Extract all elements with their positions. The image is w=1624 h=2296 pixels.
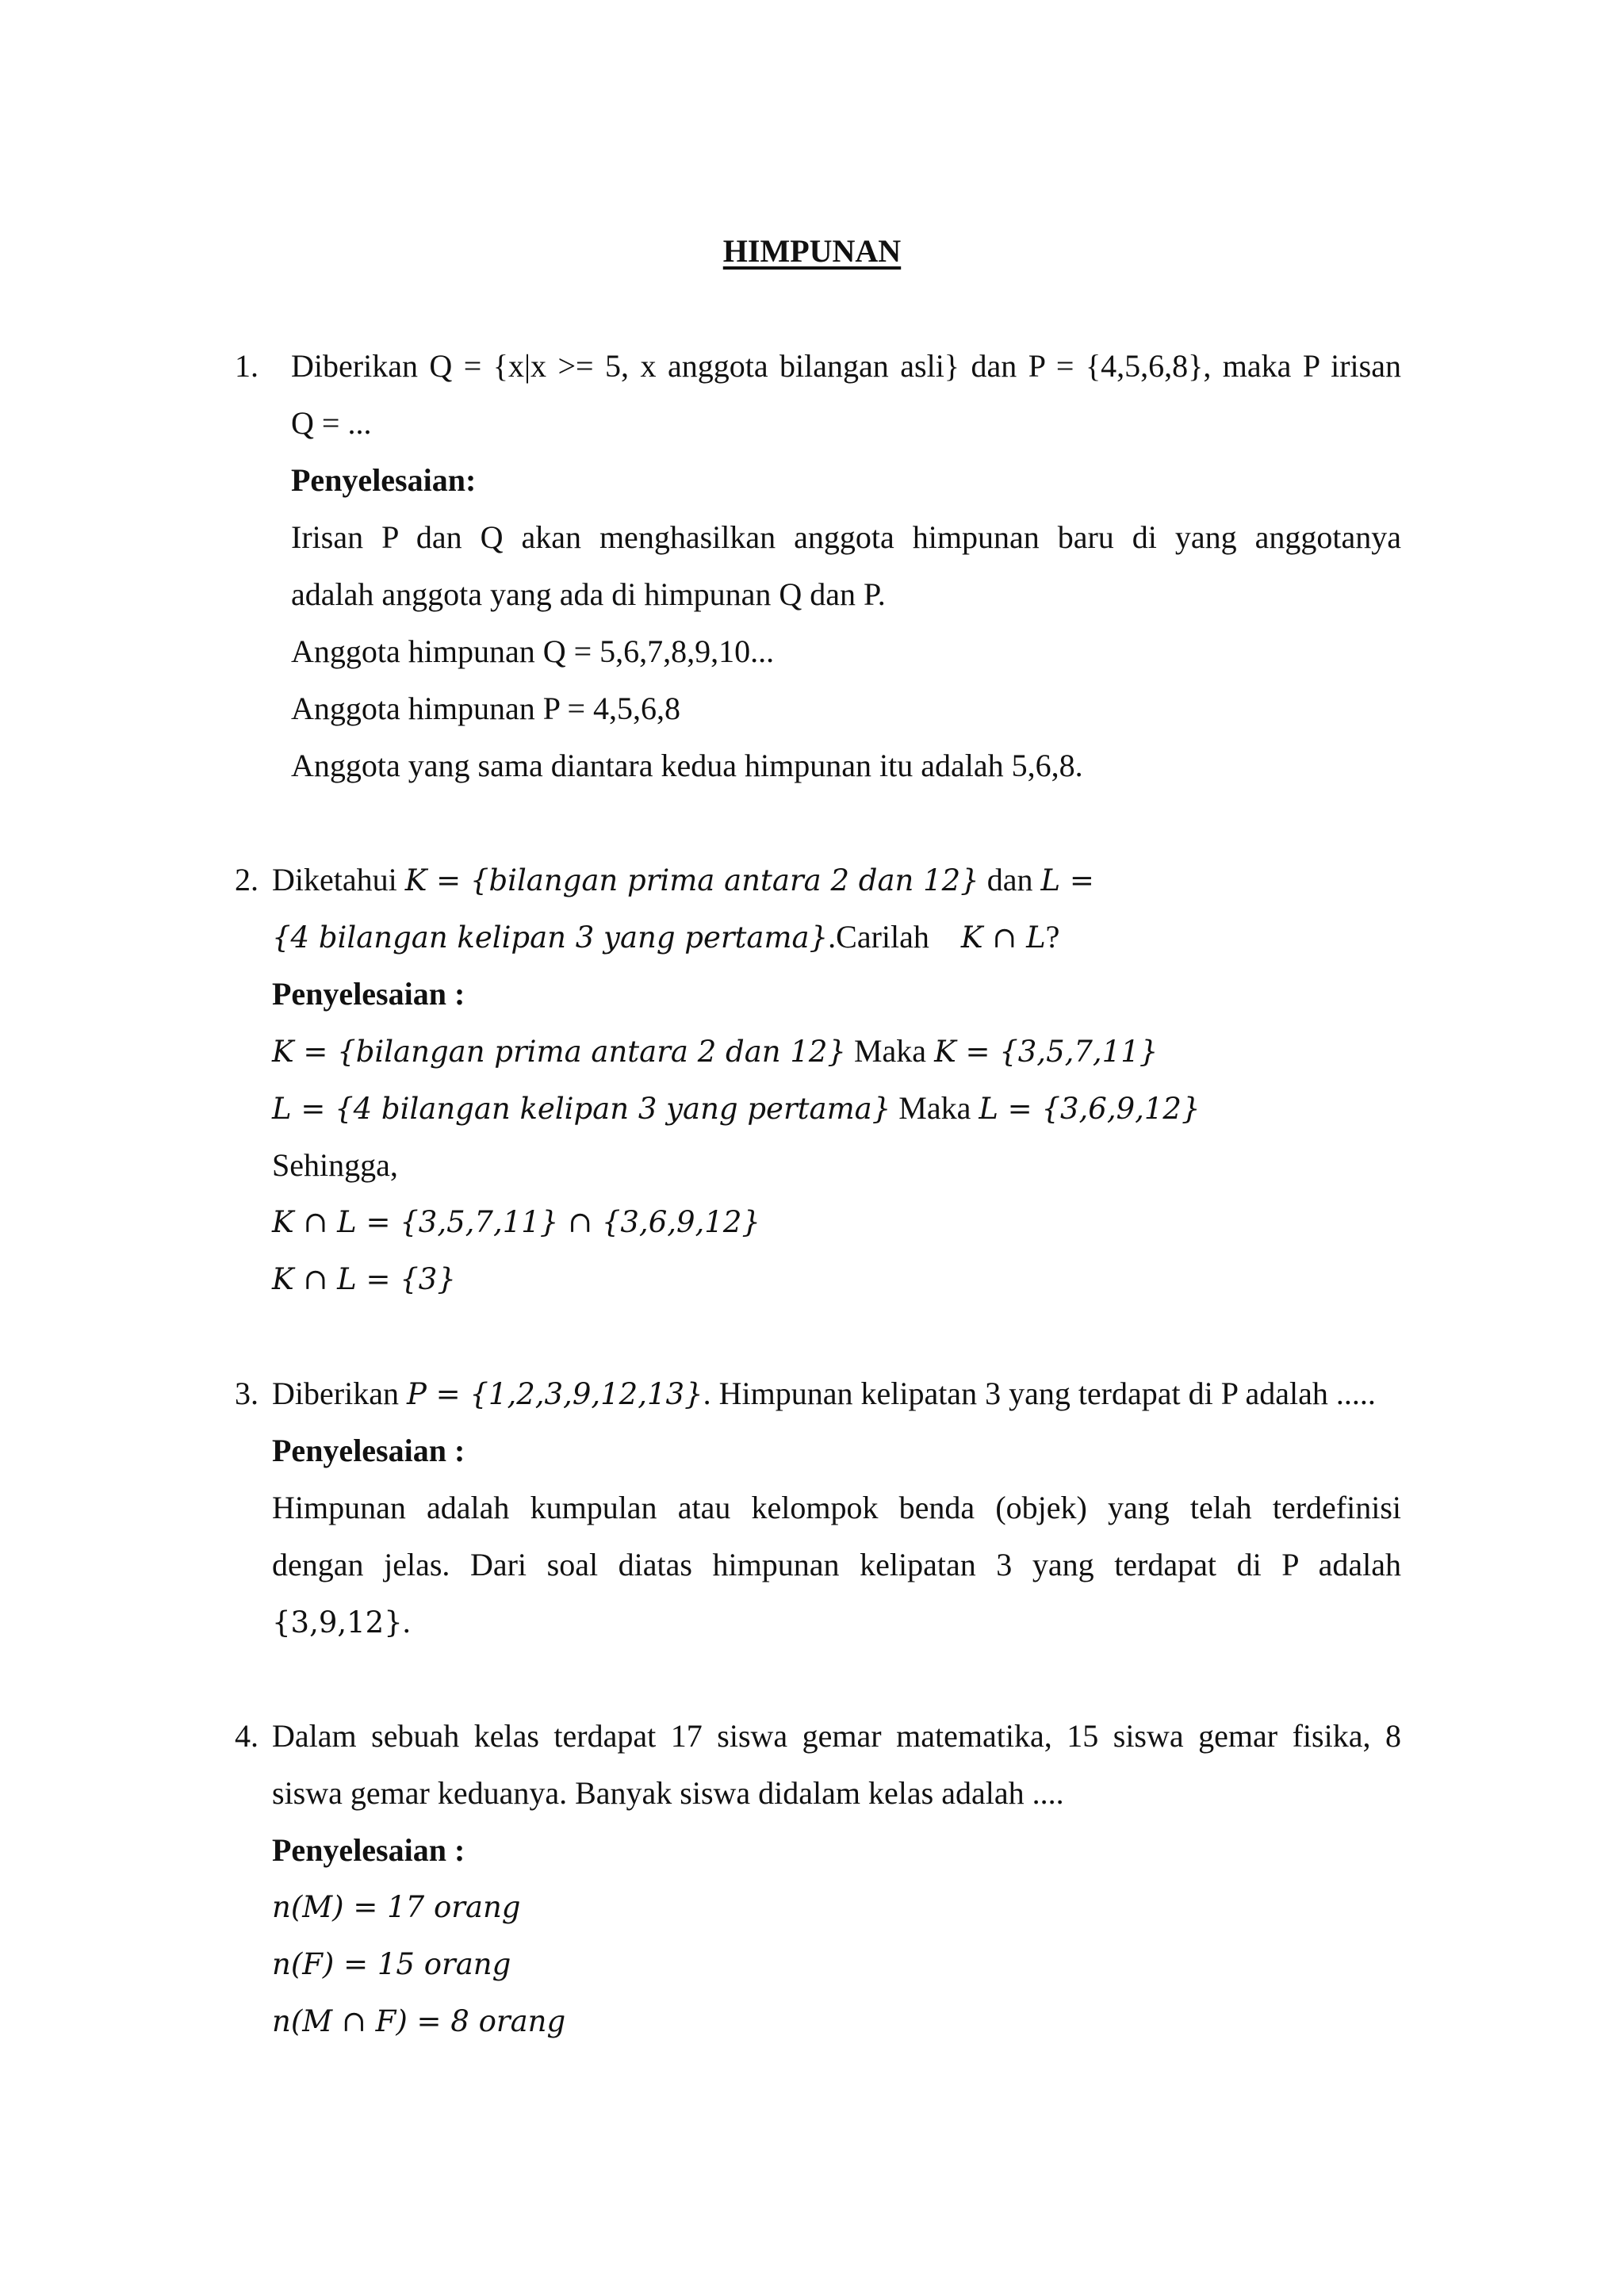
q1-solution-line5: Anggota yang sama diantara kedua himpunan itu adalah 5,6,8. — [291, 748, 1083, 783]
q2-solution-line1 — [272, 1031, 1158, 1072]
q1-question-line1: Diberikan Q = {x|x >= 5, x anggota bilangan asli} dan P = {4,5,6,8}, maka P irisan — [291, 348, 1401, 384]
page-title: HIMPUNAN — [722, 233, 902, 269]
q2-math: L = {3,6,9,12} — [979, 1092, 1201, 1126]
q3-solution-line3 — [272, 1602, 411, 1643]
q4-solution-line3: n(M ∩ F) = 8 orang — [272, 2004, 566, 2038]
q2-text: Maka — [891, 1090, 979, 1126]
q2-math: K = {bilangan prima antara 2 dan 12} — [272, 1035, 846, 1069]
q2-solution-line3: Sehingga, — [272, 1147, 398, 1183]
q2-text: dan — [979, 862, 1041, 897]
q1-number: 1. — [235, 348, 259, 384]
q2-math: L = {4 bilangan kelipan 3 yang pertama} — [272, 1092, 891, 1126]
q4-question-line1: Dalam sebuah kelas terdapat 17 siswa gemar matematika, 15 siswa gemar fisika, 8 — [272, 1718, 1401, 1754]
q4-solution-label: Penyelesaian : — [272, 1832, 465, 1868]
q4-question-line2: siswa gemar keduanya. Banyak siswa didalam kelas adalah .... — [272, 1775, 1064, 1811]
q2-math-k-def: K = {bilangan prima antara 2 dan 12} — [404, 863, 979, 897]
q1-solution-line4: Anggota himpunan P = 4,5,6,8 — [291, 691, 681, 726]
q3-question-line1 — [272, 1374, 1376, 1414]
q2-solution-line5: K ∩ L = {3} — [272, 1262, 456, 1296]
q4-solution-line1: n(M) = 17 orang — [272, 1890, 521, 1924]
q2-solution-line4: K ∩ L = {3,5,7,11} ∩ {3,6,9,12} — [272, 1205, 760, 1239]
q2-text: Diketahui — [272, 862, 405, 897]
q2-question-line1 — [272, 860, 1094, 901]
q1-solution-label: Penyelesaian: — [291, 462, 477, 498]
q3-solution-line1: Himpunan adalah kumpulan atau kelompok benda (objek) yang telah terdefinisi — [272, 1490, 1401, 1525]
q3-math-answer: {3,9,12} — [272, 1605, 403, 1640]
q2-solution-line2 — [272, 1089, 1201, 1129]
q3-text: . — [402, 1604, 411, 1640]
q4-number: 4. — [235, 1718, 259, 1754]
q1-question-line2: Q = ... — [291, 405, 372, 441]
q2-number: 2. — [235, 862, 259, 897]
q1-solution-line1: Irisan P dan Q akan menghasilkan anggota himpunan baru di yang anggotanya — [291, 519, 1401, 555]
q1-solution-line2: adalah anggota yang ada di himpunan Q dan P. — [291, 576, 886, 612]
q2-text: Maka — [845, 1033, 935, 1069]
q2-solution-label: Penyelesaian : — [272, 976, 465, 1012]
q3-text: . Himpunan kelipatan 3 yang terdapat di P adalah ..... — [703, 1376, 1376, 1411]
q3-math-p-def: P = {1,2,3,9,12,13} — [406, 1377, 703, 1411]
q2-text: ? — [1045, 919, 1060, 955]
q2-math-k-cap-l: K ∩ L — [960, 920, 1046, 955]
q3-number: 3. — [235, 1376, 259, 1411]
q2-math-l-eq: L = — [1040, 863, 1094, 897]
q2-text: .Carilah — [828, 919, 929, 955]
q1-solution-line3: Anggota himpunan Q = 5,6,7,8,9,10... — [291, 633, 775, 669]
q2-question-line2 — [272, 917, 1059, 958]
q3-solution-line2: dengan jelas. Dari soal diatas himpunan kelipatan 3 yang terdapat di P adalah — [272, 1547, 1401, 1582]
q2-math: K = {3,5,7,11} — [934, 1035, 1159, 1069]
q2-math-l-def: {4 bilangan kelipan 3 yang pertama} — [272, 920, 829, 955]
q4-solution-line2: n(F) = 15 orang — [272, 1947, 511, 1981]
q3-solution-label: Penyelesaian : — [272, 1433, 465, 1468]
q3-text: Diberikan — [272, 1376, 407, 1411]
